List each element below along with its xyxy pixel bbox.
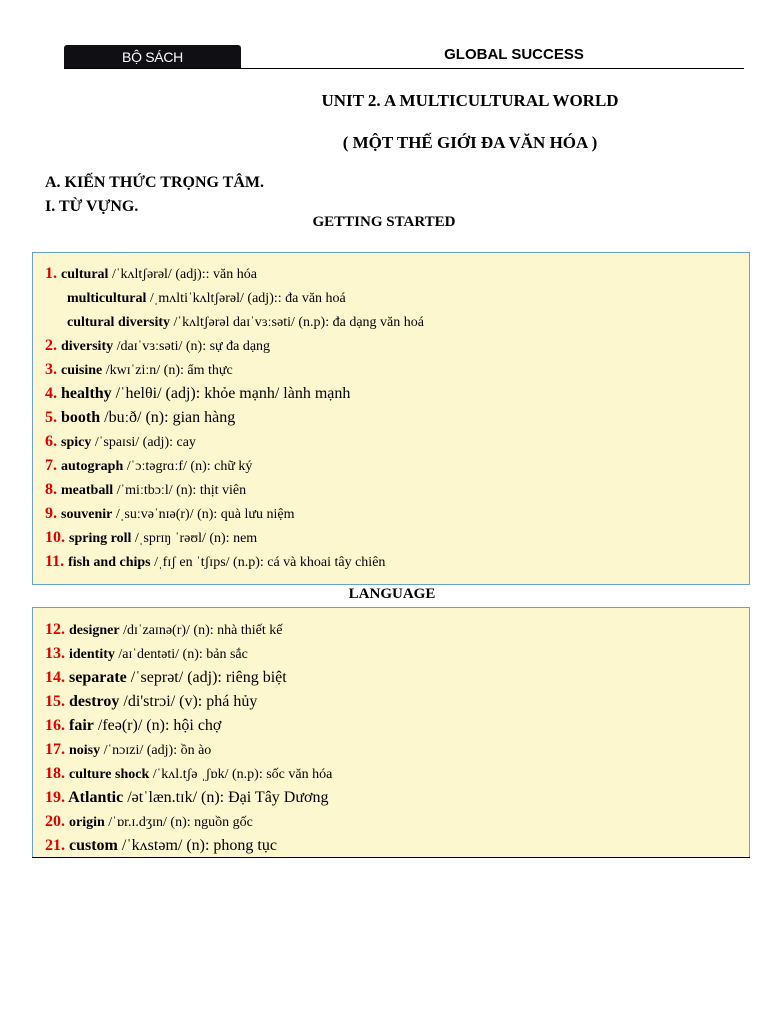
vocab-number: 8. [45, 481, 61, 498]
vocab-definition: /ˈhelθi/ (adj): khỏe mạnh/ lành mạnh [111, 385, 351, 402]
header-divider [64, 68, 744, 69]
vocab-entry [45, 669, 287, 687]
vocab-number: 1. [45, 265, 61, 282]
unit-title: UNIT 2. A MULTICULTURAL WORLD [321, 91, 619, 110]
vocab-definition: /buːð/ (n): gian hàng [100, 409, 236, 426]
vocab-entry [45, 645, 248, 663]
vocab-definition: /ˈkʌltʃərəl/ (adj):: văn hóa [108, 267, 257, 282]
vocab-word: fair [69, 717, 94, 734]
vocab-word: Atlantic [68, 789, 124, 806]
vocab-entry [45, 337, 270, 355]
vocab-entry [45, 505, 295, 523]
book-series-badge: BỘ SÁCH [64, 45, 241, 68]
vocab-number: 12. [45, 621, 69, 638]
vocab-word: destroy [69, 693, 120, 710]
vocab-definition: /ˌmʌltiˈkʌltʃərəl/ (adj):: đa văn hoá [146, 291, 346, 306]
vocab-number: 9. [45, 505, 61, 522]
vocab-definition: /ətˈlæn.tɪk/ (n): Đại Tây Dương [123, 789, 329, 806]
vocab-word: multicultural [67, 291, 147, 306]
vocab-definition: /ˈseprət/ (adj): riêng biệt [126, 669, 287, 686]
getting-started-heading: GETTING STARTED [312, 214, 456, 230]
language-vocab-box [32, 607, 750, 858]
vocab-entry [67, 289, 346, 307]
vocab-word: spicy [61, 435, 92, 450]
vocab-number: 20. [45, 813, 69, 830]
vocab-entry [67, 313, 424, 331]
vocab-entry [45, 385, 350, 403]
vocab-definition: /ˈspaɪsi/ (adj): cay [91, 435, 196, 450]
vocab-word: booth [61, 409, 101, 426]
vocab-number: 19. [45, 789, 69, 806]
vocab-word: cuisine [61, 363, 103, 378]
vocab-word: origin [69, 815, 105, 830]
unit-subtitle: ( MỘT THẾ GIỚI ĐA VĂN HÓA ) [342, 133, 598, 152]
vocab-entry [45, 693, 257, 711]
vocab-number: 10. [45, 529, 69, 546]
vocab-entry [45, 717, 221, 735]
vocab-number: 6. [45, 433, 61, 450]
brand-title: GLOBAL SUCCESS [444, 46, 584, 63]
vocab-entry [45, 481, 246, 499]
vocab-number: 7. [45, 457, 61, 474]
vocab-word: identity [69, 647, 115, 662]
vocab-entry [45, 765, 332, 783]
vocab-definition: /dɪˈzaɪnə(r)/ (n): nhà thiết kế [119, 623, 283, 638]
vocab-number: 2. [45, 337, 61, 354]
vocab-entry [45, 409, 235, 427]
vocab-definition: /ˈɒr.ɪ.dʒɪn/ (n): nguồn gốc [104, 815, 253, 830]
page-header [64, 44, 744, 70]
vocab-definition: /ˈnɔɪzi/ (adj): ồn ào [100, 743, 212, 758]
vocab-word: separate [69, 669, 127, 686]
vocab-definition: /di'strɔi/ (v): phá hủy [119, 693, 258, 710]
vocab-entry [45, 433, 196, 451]
vocab-number: 3. [45, 361, 61, 378]
vocab-definition: /ˌfɪʃ en ˈtʃɪps/ (n.p): cá và khoai tây chiên [150, 555, 386, 570]
vocab-number: 16. [45, 717, 69, 734]
language-heading: LANGUAGE [348, 586, 436, 602]
vocab-definition: /ˌsuːvəˈnɪə(r)/ (n): quà lưu niệm [112, 507, 295, 522]
vocab-entry [45, 741, 211, 759]
vocab-number: 4. [45, 385, 61, 402]
vocab-definition: /ˈkʌl.tʃə ˌʃɒk/ (n.p): sốc văn hóa [149, 767, 333, 782]
vocab-number: 21. [45, 837, 69, 854]
vocab-word: custom [69, 837, 118, 854]
vocab-entry [45, 837, 277, 855]
vocab-entry [45, 553, 385, 571]
vocab-word: diversity [61, 339, 114, 354]
vocab-word: meatball [61, 483, 114, 498]
vocab-word: designer [69, 623, 120, 638]
vocab-entry [45, 529, 257, 547]
vocab-definition: /ˈkʌstəm/ (n): phong tục [117, 837, 277, 854]
vocab-number: 11. [45, 553, 69, 570]
vocab-definition: /aɪˈdentəti/ (n): bản sắc [114, 647, 248, 662]
vocab-entry [45, 265, 257, 283]
vocab-word: fish and chips [68, 555, 151, 570]
vocab-number: 15. [45, 693, 69, 710]
vocab-definition: /ˈkʌltʃərəl daɪˈvɜːsəti/ (n.p): đa dạng văn hoá [170, 315, 424, 330]
vocab-number: 17. [45, 741, 69, 758]
vocab-word: cultural [61, 267, 109, 282]
vocab-definition: /ˈmiːtbɔːl/ (n): thịt viên [113, 483, 247, 498]
vocab-number: 14. [45, 669, 69, 686]
vocab-entry [45, 361, 233, 379]
vocab-word: noisy [69, 743, 101, 758]
section-heading-a: A. KIẾN THỨC TRỌNG TÂM. [45, 174, 264, 191]
vocab-word: healthy [61, 385, 112, 402]
vocab-number: 18. [45, 765, 69, 782]
vocab-word: spring roll [69, 531, 132, 546]
vocab-word: culture shock [69, 767, 150, 782]
vocab-number: 5. [45, 409, 61, 426]
vocab-definition: /daɪˈvɜːsəti/ (n): sự đa dạng [113, 339, 271, 354]
vocab-entry [45, 457, 252, 475]
getting-started-vocab-box [32, 252, 750, 585]
vocab-entry [45, 813, 253, 831]
vocab-definition: /kwɪˈziːn/ (n): ẩm thực [102, 363, 233, 378]
vocab-word: cultural diversity [67, 315, 171, 330]
section-heading-vocabulary: I. TỪ VỰNG. [45, 198, 139, 215]
vocab-word: souvenir [61, 507, 113, 522]
vocab-number: 13. [45, 645, 69, 662]
vocab-definition: /feə(r)/ (n): hội chợ [93, 717, 222, 734]
vocab-definition: /ˌsprɪŋ ˈrəʊl/ (n): nem [131, 531, 258, 546]
vocab-entry [45, 789, 328, 807]
language-box-bottom-rule [32, 857, 750, 858]
vocab-definition: /ˈɔːtəgrɑːf/ (n): chữ ký [123, 459, 253, 474]
vocab-word: autograph [61, 459, 124, 474]
vocab-entry [45, 621, 282, 639]
